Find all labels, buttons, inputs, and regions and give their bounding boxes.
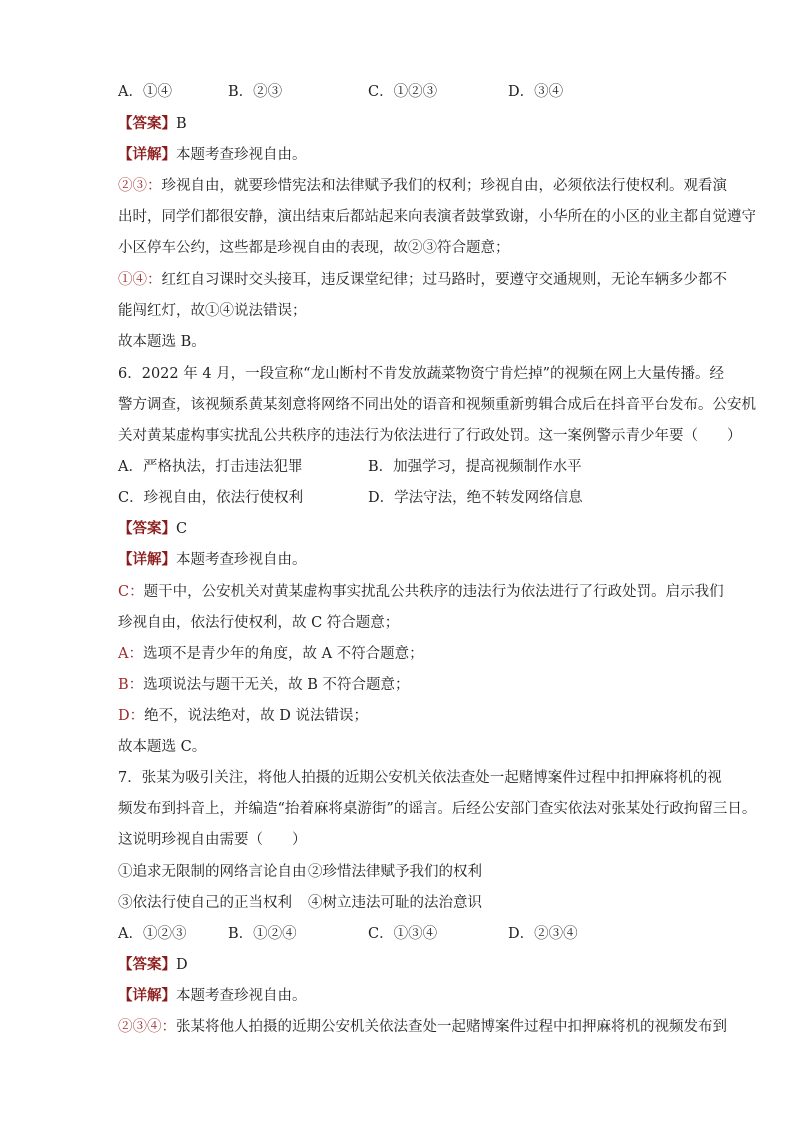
q7-option-b: B．①②④: [228, 926, 297, 942]
q5-analysis-1: ②③：珍视自由，就要珍惜宪法和法律赋予我们的权利；珍视自由，必须依法行使权利。观看演: [118, 178, 727, 194]
q7-answer: [118, 955, 188, 975]
detail-label: 【详解】: [118, 146, 176, 163]
answer-value: D: [176, 957, 188, 973]
q7-item-3: ③依法行使自己的正当权利: [118, 895, 292, 911]
answer-value: B: [176, 116, 187, 132]
q6-conclusion: 故本题选 C。: [118, 739, 207, 755]
q7-option-d: D．②③④: [508, 926, 578, 942]
q7-stem-3: 这说明珍视自由需要（ ）: [118, 832, 307, 848]
q6-analysis-a: A：选项不是青少年的角度，故 A 不符合题意；: [118, 646, 424, 662]
q7-analysis: ②③④：张某将他人拍摄的近期公安机关依法查处一起赌博案件过程中扣押麻将机的视频发布到: [118, 1019, 727, 1035]
answer-label: 【答案】: [118, 956, 176, 973]
answer-value: C: [176, 521, 188, 537]
q5-option-c: C．①②③: [368, 84, 438, 100]
answer-label: 【答案】: [118, 115, 176, 132]
q6-option-d: D．学法守法，绝不转发网络信息: [368, 490, 583, 506]
q5-detail: 【详解】本题考查珍视自由。: [118, 146, 307, 163]
q6-option-a: A．严格执法，打击违法犯罪: [118, 459, 303, 475]
q5-conclusion: 故本题选 B。: [118, 334, 206, 350]
q7-item-1: ①追求无限制的网络言论自由: [118, 864, 307, 880]
detail-label: 【详解】: [118, 987, 176, 1004]
q6-analysis-c: C：题干中，公安机关对黄某虚构事实扰乱公共秩序的违法行为依法进行了行政处罚。启示我们: [118, 584, 724, 600]
q6-option-b: B．加强学习，提高视频制作水平: [368, 459, 582, 475]
q6-analysis-d: D：绝不，说法绝对，故 D 说法错误；: [118, 708, 368, 724]
q6-option-c: C．珍视自由，依法行使权利: [118, 490, 304, 506]
q6-detail: 【详解】本题考查珍视自由。: [118, 551, 307, 568]
q7-item-2: ②珍惜法律赋予我们的权利: [308, 864, 482, 880]
q5-analysis-1-cont: 出时，同学们都很安静，演出结束后都站起来向表演者鼓掌致谢，小华所在的小区的业主都自觉遵守: [118, 209, 756, 225]
q5-option-a: A．①④: [118, 84, 172, 100]
q5-analysis-2-cont: 能闯红灯，故①④说法错误；: [118, 303, 307, 319]
answer-label: 【答案】: [118, 520, 176, 537]
q6-stem-1: 6．2022 年 4 月，一段宣称“龙山断村不肯发放蔬菜物资宁肯烂掉”的视频在网上大量传播。经: [118, 366, 725, 382]
q7-stem-1: 7．张某为吸引关注，将他人拍摄的近期公安机关依法查处一起赌博案件过程中扣押麻将机的视: [118, 770, 722, 786]
q7-item-4: ④树立违法可耻的法治意识: [308, 895, 482, 911]
q5-analysis-1-cont2: 小区停车公约，这些都是珍视自由的表现，故②③符合题意；: [118, 240, 510, 256]
q5-option-d: D．③④: [508, 84, 564, 100]
q6-answer: [118, 519, 187, 539]
q7-option-a: A．①②③: [118, 926, 187, 942]
q5-answer: [118, 114, 187, 134]
detail-label: 【详解】: [118, 551, 176, 568]
q6-analysis-c-cont: 珍视自由，依法行使权利，故 C 符合题意；: [118, 615, 400, 631]
q7-stem-2: 频发布到抖音上，并编造“抬着麻将桌游街”的谣言。后经公安部门查实依法对张某处行政拘留三日。: [118, 801, 757, 817]
q6-analysis-b: B：选项说法与题干无关，故 B 不符合题意；: [118, 677, 410, 693]
q7-option-c: C．①③④: [368, 926, 438, 942]
q5-analysis-2: ①④：红红自习课时交头接耳，违反课堂纪律；过马路时，要遵守交通规则，无论车辆多少都不: [118, 272, 727, 288]
q6-stem-3: 关对黄某虚构事实扰乱公共秩序的违法行为依法进行了行政处罚。这一案例警示青少年要（ ）: [118, 428, 742, 444]
q5-option-b: B．②③: [228, 84, 283, 100]
q6-stem-2: 警方调查，该视频系黄某刻意将网络不同出处的语音和视频重新剪辑合成后在抖音平台发布。公安机: [118, 397, 756, 413]
q7-detail: 【详解】本题考查珍视自由。: [118, 987, 307, 1004]
